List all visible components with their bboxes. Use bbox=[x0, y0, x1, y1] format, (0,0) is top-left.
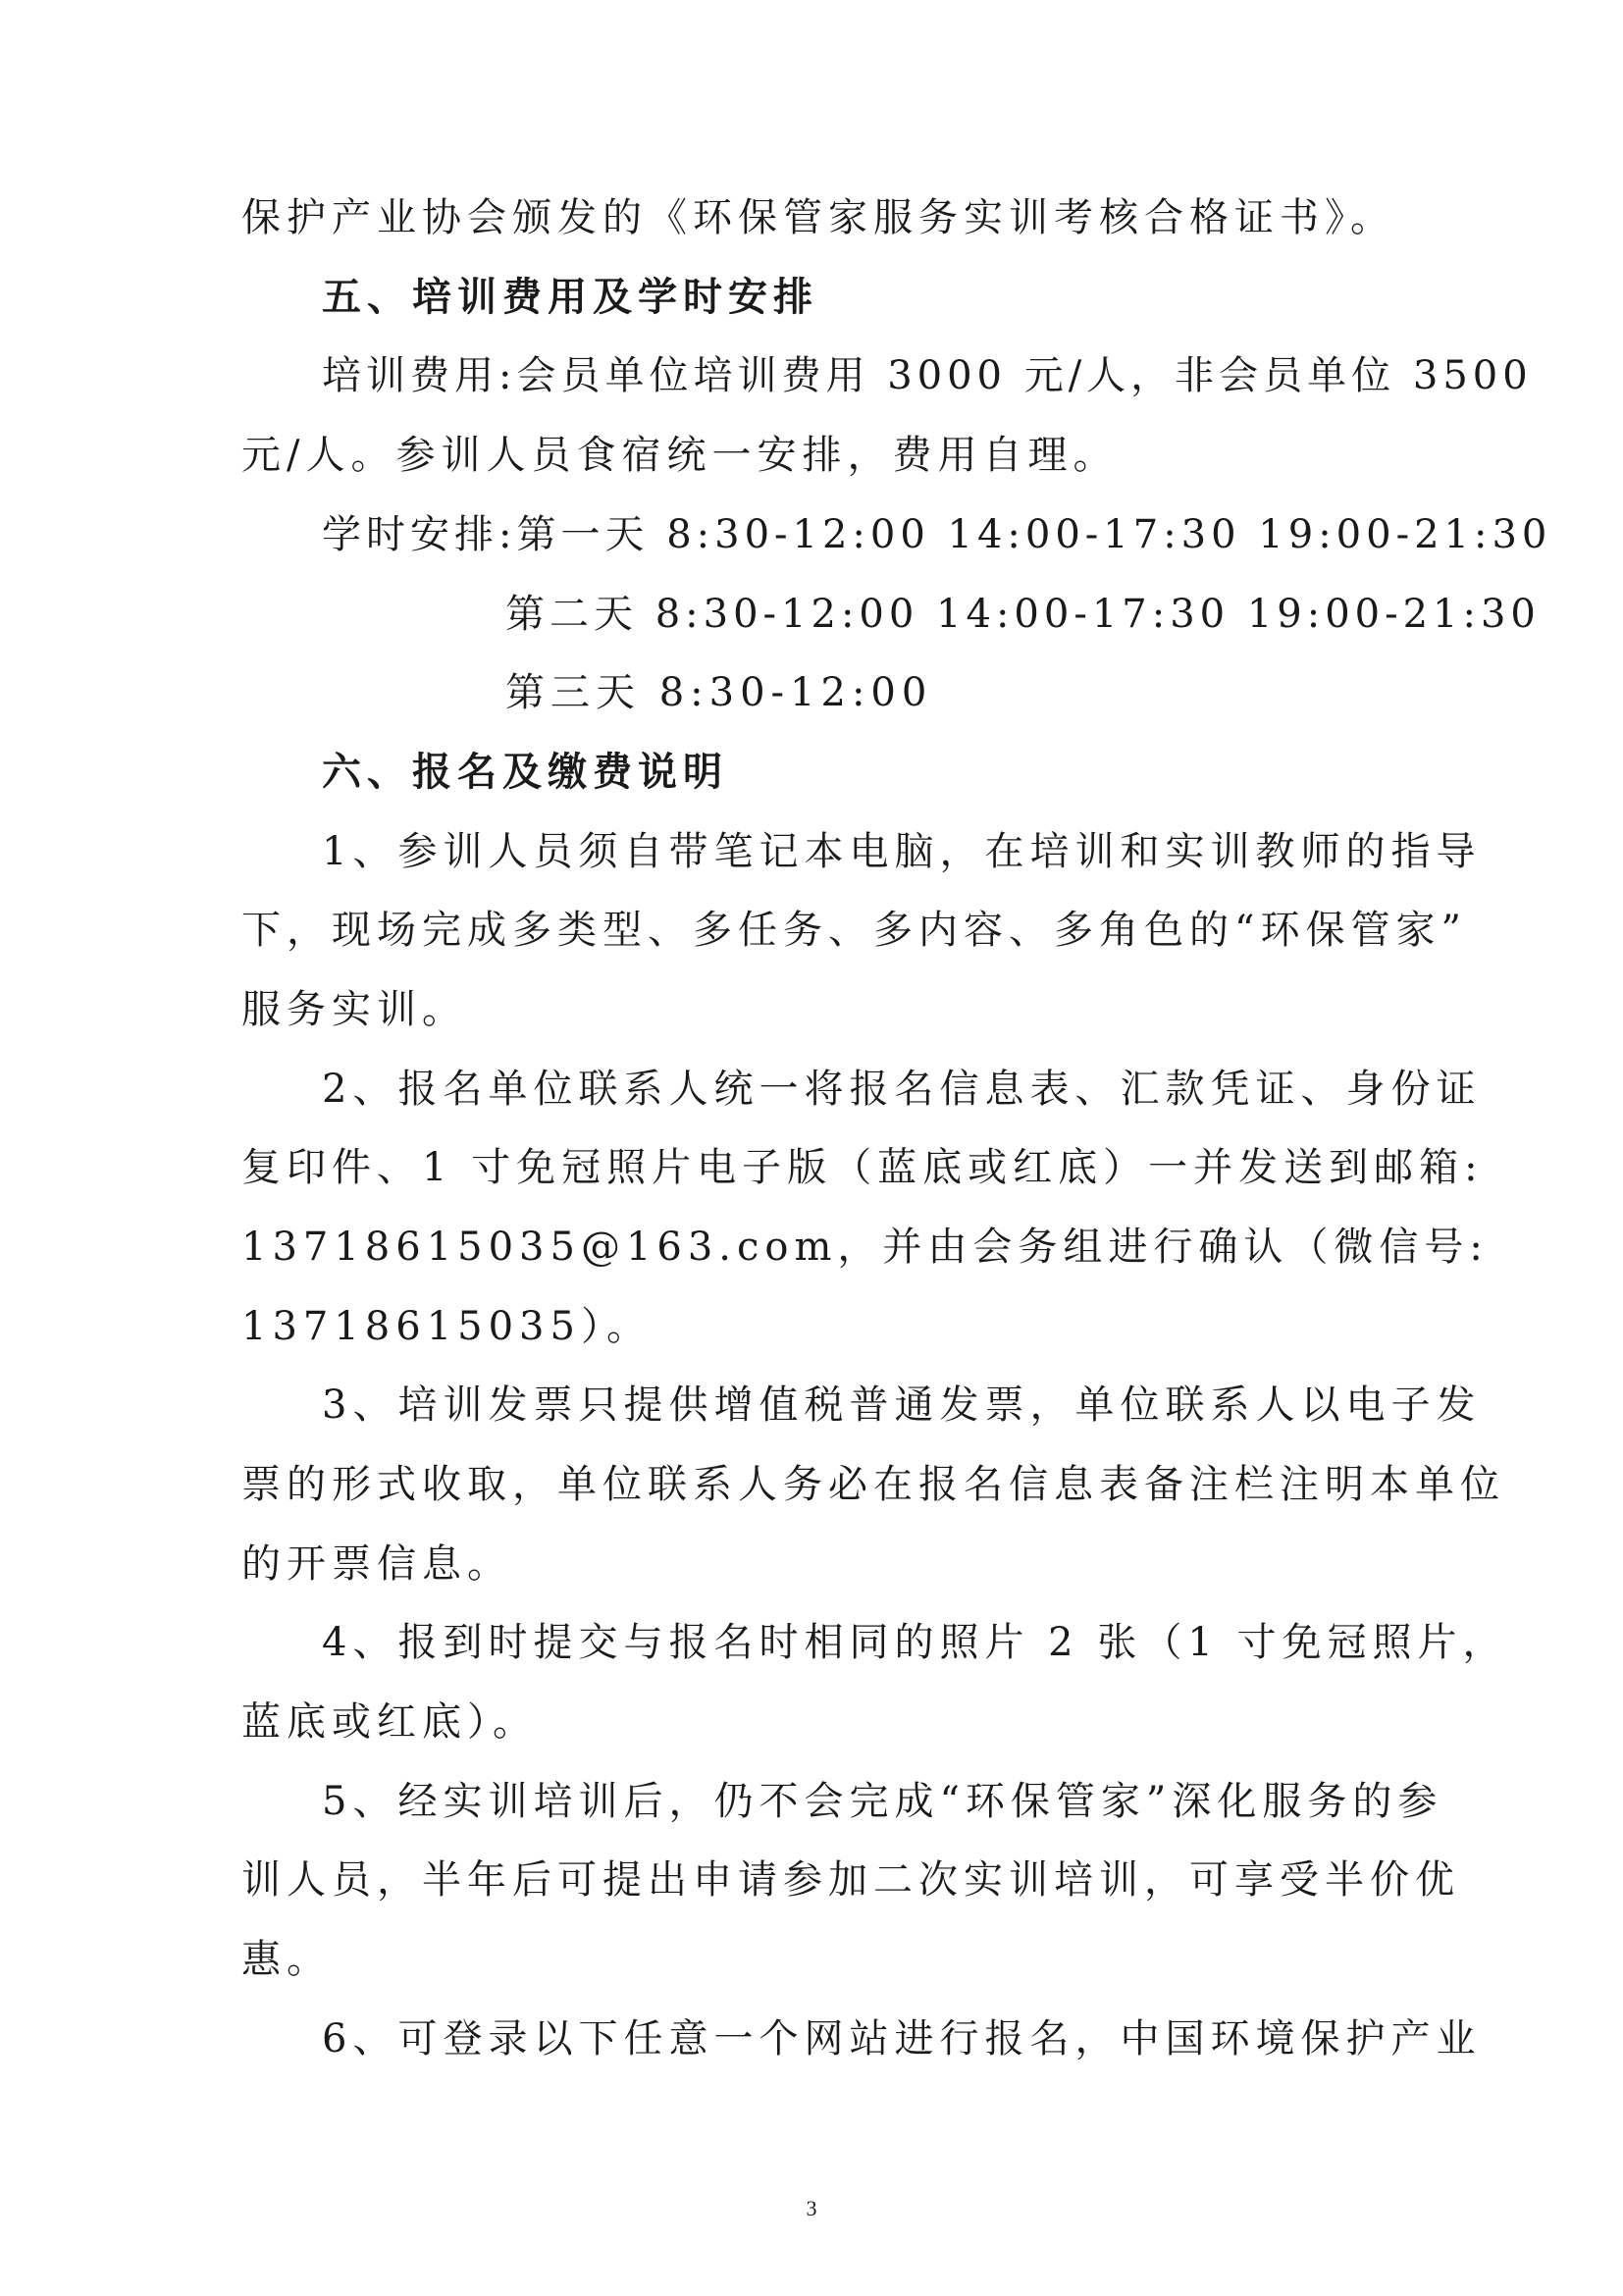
paragraph-line: 的开票信息。 bbox=[241, 1541, 512, 1587]
schedule-line: 第二天 8:30-12:00 14:00-17:30 19:00-21:30 bbox=[505, 592, 1541, 637]
paragraph-line: 复印件、1 寸免冠照片电子版（蓝底或红底）一并发送到邮箱: bbox=[241, 1145, 1484, 1190]
paragraph-line: 4、报到时提交与报名时相同的照片 2 张（1 寸免冠照片， bbox=[322, 1620, 1508, 1665]
paragraph-line: 1、参训人员须自带笔记本电脑，在培训和实训教师的指导 bbox=[322, 829, 1482, 874]
paragraph-line: 5、经实训培训后，仍不会完成“环保管家”深化服务的参 bbox=[322, 1779, 1443, 1824]
paragraph-line: 元/人。参训人员食宿统一安排，费用自理。 bbox=[241, 433, 1119, 478]
paragraph-line: 训人员，半年后可提出申请参加二次实训培训，可享受半价优 bbox=[241, 1857, 1460, 1903]
paragraph-line: 2、报名单位联系人统一将报名信息表、汇款凭证、身份证 bbox=[322, 1067, 1482, 1112]
paragraph-line: 票的形式收取，单位联系人务必在报名信息表备注栏注明本单位 bbox=[241, 1462, 1505, 1507]
paragraph-line: 培训费用:会员单位培训费用 3000 元/人，非会员单位 3500 bbox=[322, 353, 1533, 398]
paragraph-line: 6、可登录以下任意一个网站进行报名，中国环境保护产业 bbox=[322, 2016, 1482, 2061]
paragraph-line: 13718615035@163.com，并由会务组进行确认（微信号: bbox=[241, 1225, 1489, 1270]
section-heading-registration: 六、报名及缴费说明 bbox=[322, 749, 728, 795]
paragraph-line: 蓝底或红底）。 bbox=[241, 1699, 538, 1745]
paragraph-line: 保护产业协会颁发的《环保管家服务实训考核合格证书》。 bbox=[241, 195, 1395, 240]
schedule-line: 学时安排:第一天 8:30-12:00 14:00-17:30 19:00-21:30 bbox=[322, 512, 1552, 557]
section-heading-fee: 五、培训费用及学时安排 bbox=[322, 274, 818, 320]
paragraph-line: 13718615035）。 bbox=[241, 1304, 652, 1349]
paragraph-line: 惠。 bbox=[241, 1937, 332, 1982]
page-number: 3 bbox=[806, 2196, 817, 2220]
paragraph-line: 服务实训。 bbox=[241, 987, 467, 1032]
paragraph-line: 3、培训发票只提供增值税普通发票，单位联系人以电子发 bbox=[322, 1383, 1482, 1428]
schedule-line: 第三天 8:30-12:00 bbox=[505, 670, 933, 715]
paragraph-line: 下，现场完成多类型、多任务、多内容、多角色的“环保管家” bbox=[241, 908, 1467, 953]
